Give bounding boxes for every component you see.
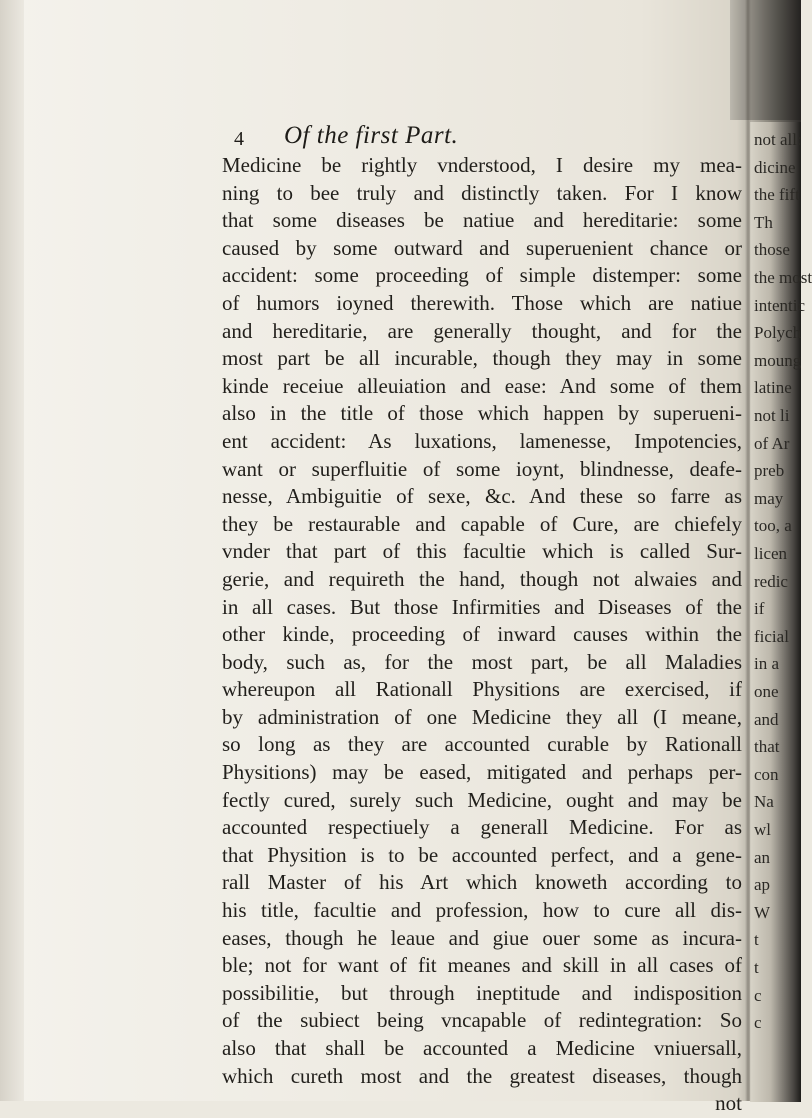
- facing-page-word: too, a: [754, 516, 792, 536]
- facing-page-word: may: [754, 488, 784, 508]
- text-line: of the subiect being vncapable of redintegration: So: [222, 1008, 742, 1033]
- text-line: fectly cured, surely such Medicine, ought and may be: [222, 787, 742, 812]
- facing-page-word: c: [754, 1013, 762, 1033]
- facing-page-word: W: [754, 902, 771, 922]
- running-title: Of the first Part.: [284, 122, 459, 149]
- facing-page-word: ficial: [754, 626, 789, 646]
- facing-page-word: con: [754, 764, 779, 784]
- page-number: 4: [234, 128, 244, 150]
- book-gutter: [745, 0, 751, 1101]
- text-line: caused by some outward and superuenient chance or: [222, 235, 742, 260]
- facing-page-word: redic: [754, 571, 788, 591]
- text-line: of humors ioyned therewith. Those which are natiue: [222, 290, 742, 315]
- text-line: accident: some proceeding of simple distemper: some: [222, 263, 742, 288]
- text-line: they be restaurable and capable of Cure, are chiefely: [222, 511, 742, 536]
- facing-page-word: dicine: [754, 157, 796, 177]
- facing-page-word: ap: [754, 875, 771, 895]
- text-line: that some diseases be natiue and hereditarie: some: [222, 208, 742, 233]
- facing-page-word: of Ar: [754, 433, 790, 453]
- text-line: so long as they are accounted curable by Rationall: [222, 732, 742, 757]
- text-line: ent accident: As luxations, lamenesse, Impotencies,: [222, 428, 742, 453]
- text-line: which cureth most and the greatest diseases, though: [222, 1063, 742, 1088]
- text-line: by administration of one Medicine they all (I meane,: [222, 704, 742, 729]
- facing-page-word: an: [754, 847, 771, 867]
- text-line: ble; not for want of fit meanes and skill in all cases of: [222, 953, 742, 978]
- text-line: in all cases. But those Infirmities and Diseases of the: [222, 594, 742, 619]
- facing-page-word: Th: [754, 212, 773, 232]
- text-line: also in the title of those which happen by superueni-: [222, 401, 742, 426]
- text-line: his title, facultie and profession, how to cure all dis-: [222, 898, 742, 923]
- text-line: most part be all incurable, though they may in some: [222, 346, 742, 371]
- page-left-margin: [0, 0, 24, 1101]
- text-line: Medicine be rightly vnderstood, I desire my mea-: [222, 153, 742, 177]
- facing-page-word: not li: [754, 406, 790, 425]
- facing-page-word: that: [754, 737, 780, 757]
- facing-page-word: those: [754, 240, 790, 260]
- facing-page-word: preb: [754, 461, 785, 481]
- text-line: eases, though he leaue and giue ouer some as incura-: [222, 925, 742, 950]
- facing-page-word: moung: [754, 350, 802, 370]
- facing-page-word: the most: [754, 268, 812, 287]
- facing-page-word: t: [754, 958, 759, 977]
- body-text: [222, 152, 742, 1118]
- facing-page-shadow: [730, 0, 801, 120]
- text-line: not: [715, 1091, 742, 1116]
- text-line: ning to bee truly and distinctly taken. For I know: [222, 180, 742, 205]
- text-line: Physitions) may be eased, mitigated and perhaps per-: [222, 760, 742, 785]
- facing-page-word: intentic: [754, 295, 805, 315]
- text-line: possibilitie, but through ineptitude and indisposition: [222, 980, 742, 1005]
- facing-page-word: c: [754, 985, 762, 1005]
- text-line: accounted respectiuely a generall Medicine. For as: [222, 815, 742, 840]
- text-line: and hereditarie, are generally thought, and for the: [222, 318, 742, 343]
- facing-page-word: t: [754, 930, 759, 950]
- facing-page-word: and: [754, 709, 779, 729]
- facing-page-fragment: [750, 122, 812, 1102]
- text-line: gerie, and requireth the hand, though not alwaies and: [222, 566, 742, 591]
- text-line: other kinde, proceeding of inward causes within the: [222, 622, 742, 647]
- facing-page-word: Polych: [754, 323, 802, 343]
- facing-page-word: wl: [754, 820, 771, 839]
- text-line: that Physition is to be accounted perfect, and a gene-: [222, 842, 742, 867]
- text-line: whereupon all Rationall Physitions are exercised, if: [222, 677, 742, 702]
- facing-page-word: if: [754, 599, 765, 619]
- text-line: also that shall be accounted a Medicine vniuersall,: [222, 1036, 742, 1060]
- text-line: kinde receiue alleuiation and ease: And some of them: [222, 373, 742, 398]
- facing-page-word: latine: [754, 378, 792, 398]
- facing-page-word: one: [754, 682, 779, 701]
- facing-page-word: in a: [754, 654, 780, 674]
- text-line: nesse, Ambiguitie of sexe, &c. And these so farre as: [222, 484, 742, 509]
- text-line: rall Master of his Art which knoweth according to: [222, 870, 742, 895]
- text-line: vnder that part of this facultie which is called Sur-: [222, 539, 742, 564]
- text-line: want or superfluitie of some ioynt, blindnesse, deafe-: [222, 456, 742, 481]
- facing-page-word: Na: [754, 792, 774, 812]
- facing-page-word: the fift: [754, 185, 800, 205]
- text-line: body, such as, for the most part, be all Maladies: [222, 649, 742, 674]
- facing-page-word: not all:: [754, 130, 802, 149]
- facing-page-word: licen: [754, 544, 788, 563]
